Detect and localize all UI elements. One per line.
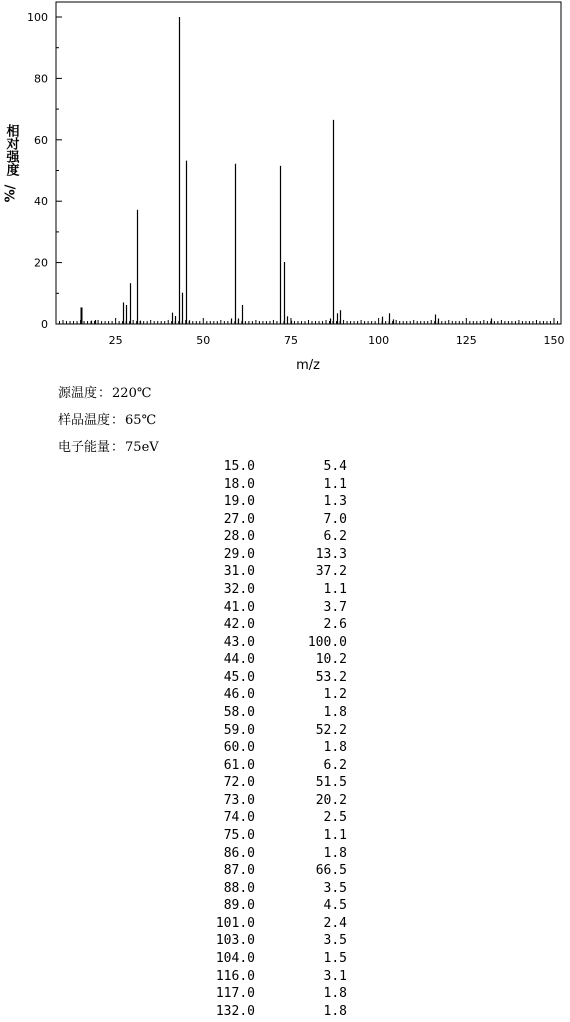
- abundance-cell: 1.2: [323, 687, 347, 703]
- mz-cell: 42.0: [223, 617, 255, 633]
- sample-temperature-label: 样品温度: [58, 413, 111, 428]
- abundance-cell: 20.2: [315, 792, 347, 808]
- mz-cell: 41.0: [223, 599, 255, 615]
- abundance-cell: 1.1: [323, 581, 347, 597]
- abundance-cell: 2.4: [323, 915, 347, 931]
- mz-cell: 28.0: [223, 529, 255, 545]
- mz-cell: 27.0: [223, 511, 255, 527]
- sample-temperature-value: 65℃: [125, 413, 157, 428]
- chart-axes: [56, 2, 561, 324]
- y-axis-unit: %/: [3, 184, 19, 203]
- abundance-cell: 4.5: [323, 898, 347, 914]
- y-tick-label: 20: [34, 256, 48, 270]
- mz-cell: 18.0: [223, 476, 255, 492]
- abundance-cell: 2.6: [323, 617, 347, 633]
- abundance-cell: 3.7: [323, 599, 347, 615]
- abundance-cell: 3.5: [323, 880, 347, 896]
- y-tick-label: 80: [34, 72, 48, 86]
- x-tick-label: 150: [543, 334, 565, 347]
- source-temperature-label: 源温度: [58, 386, 98, 401]
- y-tick-label: 100: [27, 11, 48, 24]
- mz-cell: 132.0: [215, 1003, 255, 1019]
- y-tick-label: 60: [34, 133, 48, 147]
- abundance-cell: 1.8: [323, 704, 347, 720]
- abundance-cell: 53.2: [315, 669, 347, 685]
- electron-energy-value: 75eV: [125, 440, 159, 455]
- mz-cell: 117.0: [215, 986, 255, 1002]
- mz-cell: 103.0: [215, 933, 255, 949]
- mz-cell: 72.0: [223, 775, 255, 791]
- abundance-cell: 10.2: [315, 652, 347, 668]
- mz-cell: 15.0: [223, 459, 255, 474]
- abundance-cell: 66.5: [315, 863, 347, 879]
- abundance-cell: 1.5: [323, 950, 347, 966]
- mz-cell: 104.0: [215, 950, 255, 966]
- abundance-cell: 1.8: [323, 740, 347, 756]
- abundance-cell: 1.8: [323, 1003, 347, 1019]
- sample-temperature-separator: ：: [111, 413, 125, 428]
- electron-energy-separator: ：: [111, 440, 125, 455]
- abundance-cell: 37.2: [315, 564, 347, 580]
- y-tick-label: 40: [34, 195, 48, 209]
- mz-cell: 43.0: [223, 634, 255, 650]
- y-axis-label: [2, 124, 20, 201]
- source-temperature-separator: ：: [98, 386, 112, 401]
- abundance-cell: 1.1: [323, 827, 347, 843]
- mz-cell: 74.0: [223, 810, 255, 826]
- mz-cell: 46.0: [223, 687, 255, 703]
- abundance-cell: 7.0: [323, 511, 347, 527]
- source-temperature: [58, 382, 151, 401]
- abundance-cell: 3.5: [323, 933, 347, 949]
- x-tick-label: 50: [196, 334, 211, 347]
- mz-cell: 73.0: [223, 792, 255, 808]
- x-axis-label: m/z: [296, 358, 320, 373]
- plot-frame: [56, 2, 561, 324]
- mz-cell: 101.0: [215, 915, 255, 931]
- mass-spectrum-chart: [0, 0, 570, 380]
- mz-cell: 88.0: [223, 880, 255, 896]
- chart-ticks: [27, 11, 564, 347]
- mz-cell: 19.0: [223, 494, 255, 510]
- mz-cell: 32.0: [223, 581, 255, 597]
- mz-cell: 89.0: [223, 898, 255, 914]
- electron-energy-label: 电子能量: [58, 440, 111, 455]
- sample-temperature: [58, 409, 156, 428]
- mz-cell: 44.0: [223, 652, 255, 668]
- x-tick-label: 100: [368, 334, 390, 347]
- mz-cell: 87.0: [223, 863, 255, 879]
- chart-bars: [82, 17, 492, 324]
- abundance-cell: 1.3: [323, 494, 347, 510]
- abundance-cell: 100.0: [307, 634, 347, 650]
- y-axis-label-text: 相对强度: [3, 124, 19, 176]
- mz-cell: 116.0: [215, 968, 255, 984]
- abundance-cell: 3.1: [323, 968, 347, 984]
- x-tick-label: 25: [108, 334, 123, 347]
- x-tick-label: 75: [283, 334, 298, 347]
- source-temperature-value: 220℃: [112, 386, 152, 401]
- abundance-cell: 2.5: [323, 810, 347, 826]
- mz-cell: 29.0: [223, 546, 255, 562]
- y-tick-label: 0: [41, 318, 48, 331]
- mz-cell: 60.0: [223, 740, 255, 756]
- abundance-cell: 5.4: [323, 459, 347, 474]
- electron-energy: [58, 436, 159, 455]
- abundance-cell: 1.1: [323, 476, 347, 492]
- abundance-cell: 51.5: [315, 775, 347, 791]
- mz-cell: 61.0: [223, 757, 255, 773]
- mz-cell: 75.0: [223, 827, 255, 843]
- abundance-cell: 6.2: [323, 757, 347, 773]
- mz-cell: 86.0: [223, 845, 255, 861]
- mz-cell: 59.0: [223, 722, 255, 738]
- mz-cell: 58.0: [223, 704, 255, 720]
- abundance-cell: 1.8: [323, 986, 347, 1002]
- abundance-cell: 52.2: [315, 722, 347, 738]
- abundance-cell: 6.2: [323, 529, 347, 545]
- abundance-cell: 13.3: [315, 546, 347, 562]
- abundance-cell: 1.8: [323, 845, 347, 861]
- x-tick-label: 125: [455, 334, 477, 347]
- mz-cell: 31.0: [223, 564, 255, 580]
- mz-cell: 45.0: [223, 669, 255, 685]
